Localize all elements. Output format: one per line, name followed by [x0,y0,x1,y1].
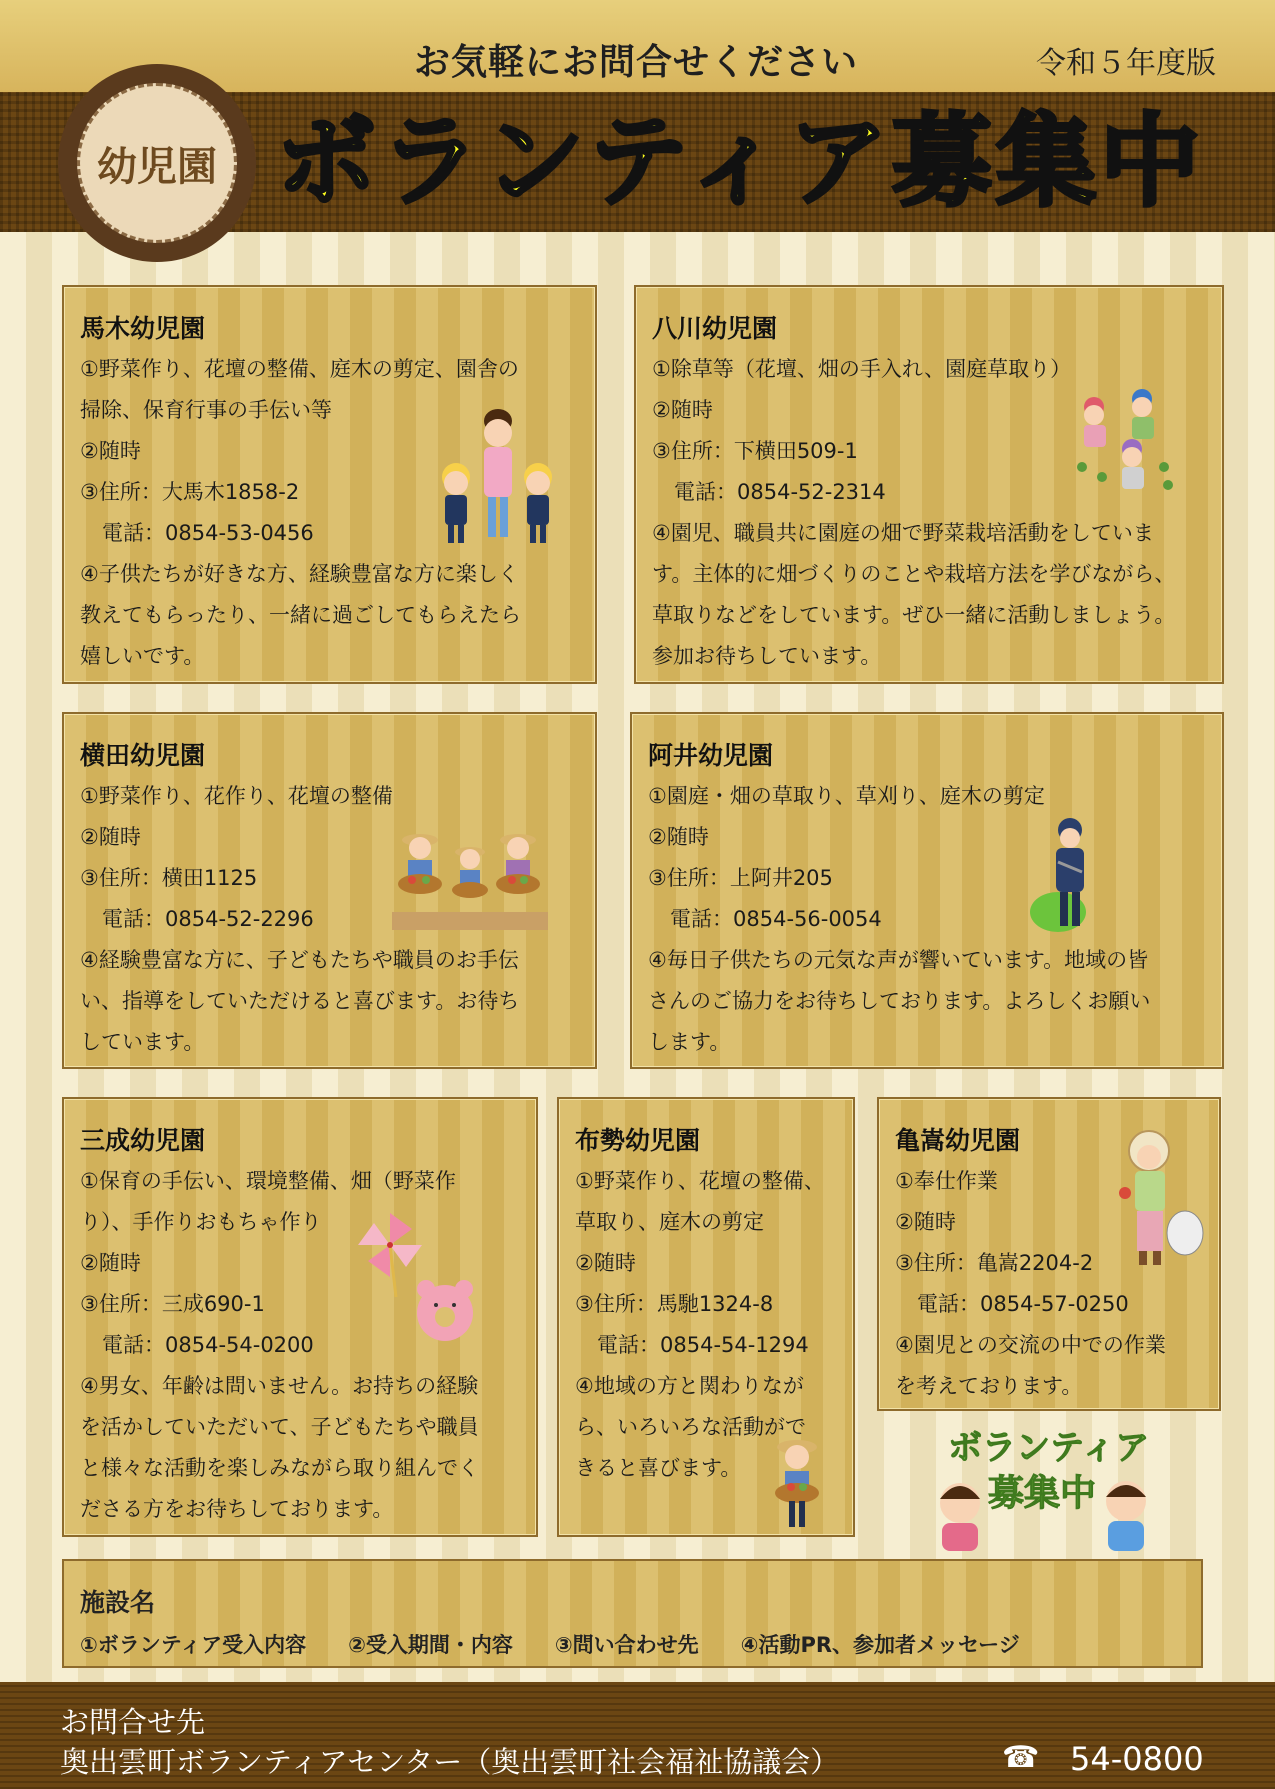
card-title: 布勢幼児園 [575,1126,701,1155]
card-line: ら、いろいろな活動がで [575,1415,806,1439]
contact-prompt: お気軽にお問合せください [414,42,859,83]
card-line: 電話：0854-54-1294 [597,1333,809,1357]
logo-line2: 募集中 [988,1473,1097,1514]
card-minari [62,1097,538,1537]
badge-inner [77,83,237,243]
weeding-children-illustration [1072,387,1182,497]
card-yakawa [634,285,1224,684]
bear-donut-icon [410,1277,480,1343]
trash-picker-illustration [1113,1129,1207,1269]
card-line: ださる方をお待ちしております。 [80,1497,394,1521]
legend-item: ①ボランティア受入内容 [80,1633,307,1657]
card-line: 草取り、庭木の剪定 [575,1210,764,1234]
card-line: 嬉しいです。 [80,644,205,668]
card-kamedake [877,1097,1221,1411]
gardener-pruning-illustration [1028,814,1104,934]
card-title: 横田幼児園 [80,741,206,770]
card-line: ③住所：三成690-1 [80,1292,265,1316]
card-line: す。主体的に畑づくりのことや栽培方法を学びながら、 [652,562,1176,586]
card-line: を活かしていただいて、子どもたちや職員 [80,1415,479,1439]
card-line: ④男女、年齢は問いません。お持ちの経験 [80,1374,479,1398]
card-title: 八川幼児園 [652,314,778,343]
card-line: ③住所：亀嵩2204-2 [895,1251,1094,1275]
card-line: ②随時 [575,1251,636,1275]
card-line: ③住所：馬馳1324-8 [575,1292,774,1316]
badge-text: 幼児園 [97,143,217,190]
footer [0,1682,1275,1789]
card-yokota [62,712,597,1069]
card-line: 草取りなどをしています。ぜひ一緒に活動しましょう。 [652,603,1176,627]
card-line: 電話：0854-56-0054 [670,907,882,931]
card-title: 三成幼児園 [80,1126,206,1155]
card-line: ③住所：上阿井205 [648,866,833,890]
card-line: ①除草等（花壇、畑の手入れ、園庭草取り） [652,357,1072,381]
card-title: 馬木幼児園 [80,314,206,343]
card-line: ②随時 [80,1251,141,1275]
card-line: 電話：0854-57-0250 [917,1292,1129,1316]
card-line: ④地域の方と関わりなが [575,1374,804,1398]
card-line: 掃除、保育行事の手伝い等 [80,398,332,422]
card-fuse [557,1097,855,1537]
legend-item: ③問い合わせ先 [554,1633,699,1657]
kindergarten-badge [58,64,256,262]
card-line: ①野菜作り、花壇の整備、 [575,1169,825,1193]
card-line: ②随時 [895,1210,956,1234]
card-line: ①園庭・畑の草取り、草刈り、庭木の剪定 [648,784,1045,808]
card-line: 電話：0854-52-2314 [674,480,886,504]
legend-item: ④活動PR、参加者メッセージ [740,1633,1020,1657]
child-harvest-illustration [769,1435,825,1531]
farmers-harvest-illustration [392,826,548,932]
card-line: ①保育の手伝い、環境整備、畑（野菜作 [80,1169,456,1193]
page-title: ボランティア募集中 [276,103,1204,220]
legend-title: 施設名 [80,1588,156,1617]
card-line: ①野菜作り、花作り、花壇の整備 [80,784,393,808]
card-line: ③住所：大馬木1858-2 [80,480,300,504]
card-line: ③住所：下横田509-1 [652,439,858,463]
footer-phone: 54-0800 [1070,1740,1204,1778]
card-line: しています。 [80,1030,205,1054]
edition-label: 令和５年度版 [1036,46,1216,81]
card-ai [630,712,1224,1069]
card-title: 亀嵩幼児園 [895,1126,1021,1155]
card-line: ②随時 [80,439,141,463]
card-line: ①野菜作り、花壇の整備、庭木の剪定、園舎の [80,357,519,381]
card-line: ④毎日子供たちの元気な声が響いています。地域の皆 [648,948,1149,972]
card-line: さんのご協力をお待ちしております。よろしくお願い [648,989,1151,1013]
logo-line1: ボランティア [948,1428,1150,1468]
card-line: ②随時 [652,398,713,422]
legend-item: ②受入期間・内容 [348,1633,513,1657]
card-line: ④園児、職員共に園庭の畑で野菜栽培活動をしていま [652,521,1154,545]
card-line: ③住所：横田1125 [80,866,258,890]
card-line: ①奉仕作業 [895,1169,998,1193]
card-line: 電話：0854-53-0456 [102,521,314,545]
card-line: 参加お待ちしています。 [652,644,882,668]
card-magi [62,285,597,684]
card-line: い、指導をしていただけると喜びます。お待ち [80,989,520,1013]
card-line: と様々な活動を楽しみながら取り組んでく [80,1456,479,1480]
legend-box [62,1559,1203,1668]
phone-icon: ☎ [1002,1740,1040,1775]
card-line: を考えております。 [895,1374,1083,1398]
card-line: きると喜びます。 [575,1456,742,1480]
teacher-children-illustration [434,399,564,549]
card-line: 電話：0854-54-0200 [102,1333,314,1357]
footer-label: お問合せ先 [60,1705,206,1739]
card-line: り）、手作りおもちゃ作り [80,1210,322,1234]
card-line: ②随時 [648,825,709,849]
card-line: 教えてもらったり、一緒に過ごしてもらえたら [80,603,521,627]
card-line: します。 [648,1030,731,1054]
footer-organization: 奥出雲町ボランティアセンター（奥出雲町社会福祉協議会） [60,1745,840,1779]
card-line: ④経験豊富な方に、子どもたちや職員のお手伝 [80,948,519,972]
card-line: ④子供たちが好きな方、経験豊富な方に楽しく [80,562,519,586]
card-line: 電話：0854-52-2296 [102,907,314,931]
card-line: ②随時 [80,825,141,849]
card-title: 阿井幼児園 [648,741,774,770]
volunteer-recruitment-logo [918,1425,1178,1553]
card-line: ④園児との交流の中での作業 [895,1333,1166,1357]
